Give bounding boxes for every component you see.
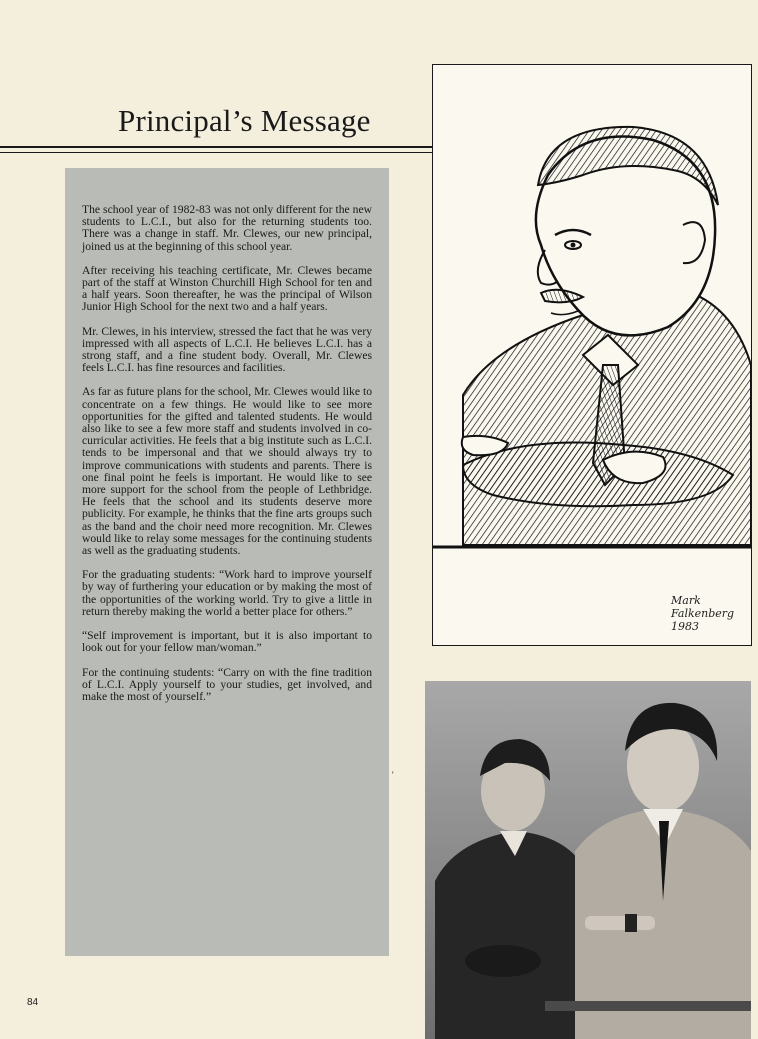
title-rule-thin [0, 152, 434, 153]
article-paragraph-3: Mr. Clewes, in his interview, stressed the fact that he was very impressed with all aspects of L.C.I. He believes L.C.I. has a strong staff, and a fine student body. Overall, Mr. Clewes feels L.C.I. has fine resources and facilities. [82, 324, 372, 375]
article-paragraph-2: After receiving his teaching certificate, Mr. Clewes became part of the staff at Winston Churchill High School for ten and a half years. Soon thereafter, he was the principal of Wilson Junior High School for the next two and a half years. [82, 263, 372, 314]
page-number: 84 [27, 997, 39, 1008]
signature-first-name: Mark [671, 594, 701, 607]
article-paragraph-6: “Self improvement is important, but it is also important to look out for your fellow man/woman.” [82, 629, 372, 655]
portrait-drawing [433, 65, 751, 645]
photo-image [425, 681, 751, 1039]
article-panel [65, 168, 389, 956]
stray-mark: ' [392, 770, 394, 780]
page-title: Principal’s Message [118, 103, 371, 138]
article-paragraph-4: As far as future plans for the school, Mr. Clewes would like to concentrate on a few things. He would like to see more opportunities for the gifted and talented students. He would also like to see a few more staff and students involved in co-curricular activities. He feels that a big institute such as L.C.I. tends to be impersonal and that we should always try to improve communications with students and parents. There is one final point he feels is important. He would like to see more support for the school from the people of Lethbridge. He feels that the school and its students deserve more publicity. For example, he thinks that the fine arts groups such as the band and the choir need more recognition. Mr. Clewes would like to relay some messages for the continuing students as well as the graduating students. [82, 385, 372, 558]
article-paragraph-7: For the continuing students: “Carry on with the fine tradition of L.C.I. Apply yourself to your studies, get involved, and make the most of yourself.” [82, 665, 372, 703]
signature-last-name: Falkenberg [671, 607, 735, 620]
article-paragraph-1: The school year of 1982-83 was not only different for the new students to L.C.I., but also for the returning students too. There was a change in staff. Mr. Clewes, our new principal, joined us at the beginning of this school year. [82, 203, 372, 253]
article-paragraph-5: For the graduating students: “Work hard to improve yourself by way of furthering your education or by making the most of the opportunities of the working world. Try to give a little in return thereby making the world a better place for others.” [82, 568, 372, 618]
portrait-illustration [432, 64, 752, 646]
photograph [425, 681, 751, 1039]
artist-signature [671, 594, 733, 633]
article-body [82, 204, 372, 715]
signature-year: 1983 [671, 620, 699, 633]
title-rule-thick [0, 146, 434, 148]
